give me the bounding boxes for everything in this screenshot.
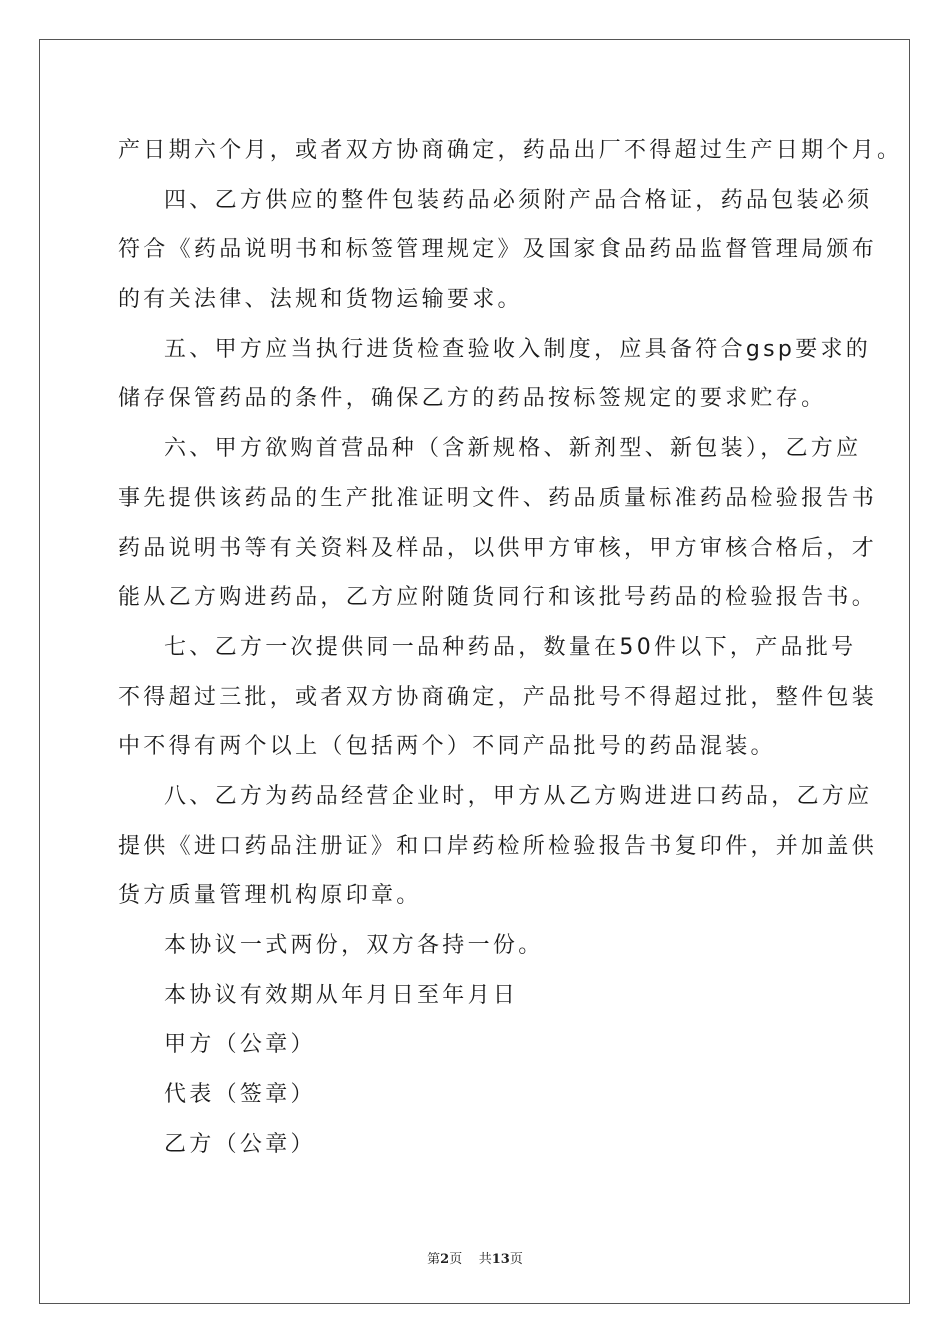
body-line: 产日期六个月，或者双方协商确定，药品出厂不得超过生产日期个月。 — [118, 138, 903, 163]
party-a-seal: 甲方（公章） — [164, 1032, 316, 1058]
clause-7-line-2: 不得超过三批，或者双方协商确定，产品批号不得超过批，整件包装 — [118, 684, 878, 710]
clause-6-line-2: 事先提供该药品的生产批准证明文件、药品质量标准药品检验报告书 — [118, 485, 878, 511]
clause-6-line-1: 六、甲方欲购首营品种（含新规格、新剂型、新包装），乙方应 — [164, 436, 862, 462]
clause-6-line-4: 能从乙方购进药品，乙方应附随货同行和该批号药品的检验报告书。 — [118, 585, 878, 611]
representative-signature: 代表（签章） — [164, 1082, 316, 1108]
page-prefix: 第 — [427, 1252, 441, 1267]
validity-statement: 本协议有效期从年月日至年月日 — [164, 982, 519, 1008]
clause-7-line-3: 中不得有两个以上（包括两个）不同产品批号的药品混装。 — [118, 734, 776, 760]
clause-6-line-3: 药品说明书等有关资料及样品，以供甲方审核，甲方审核合格后，才 — [118, 535, 878, 561]
clause-5-line-1: 五、甲方应当执行进货检查验收入制度，应具备符合gsp要求的 — [164, 336, 872, 362]
clause-8-line-3: 货方质量管理机构原印章。 — [118, 883, 422, 909]
clause-4-line-3: 的有关法律、法规和货物运输要求。 — [118, 287, 523, 313]
page-suffix: 页 — [449, 1252, 463, 1267]
total-suffix: 页 — [509, 1252, 523, 1267]
page-number: 2 — [440, 1252, 450, 1267]
contract-body — [118, 126, 903, 1169]
total-prefix: 共 — [478, 1252, 492, 1267]
clause-8-line-1: 八、乙方为药品经营企业时，甲方从乙方购进进口药品，乙方应 — [164, 783, 873, 809]
party-b-seal: 乙方（公章） — [164, 1131, 316, 1157]
clause-5-line-2: 储存保管药品的条件，确保乙方的药品按标签规定的要求贮存。 — [118, 386, 827, 412]
clause-8-line-2: 提供《进口药品注册证》和口岸药检所检验报告书复印件，并加盖供 — [118, 833, 878, 859]
copies-statement: 本协议一式两份，双方各持一份。 — [164, 933, 544, 958]
clause-4-line-1: 四、乙方供应的整件包装药品必须附产品合格证，药品包装必须 — [164, 187, 873, 213]
clause-7-line-1: 七、乙方一次提供同一品种药品，数量在50件以下，产品批号 — [164, 634, 857, 660]
page-footer — [0, 1248, 950, 1267]
clause-4-line-2: 符合《药品说明书和标签管理规定》及国家食品药品监督管理局颁布 — [118, 237, 878, 263]
page-total: 13 — [491, 1252, 510, 1267]
